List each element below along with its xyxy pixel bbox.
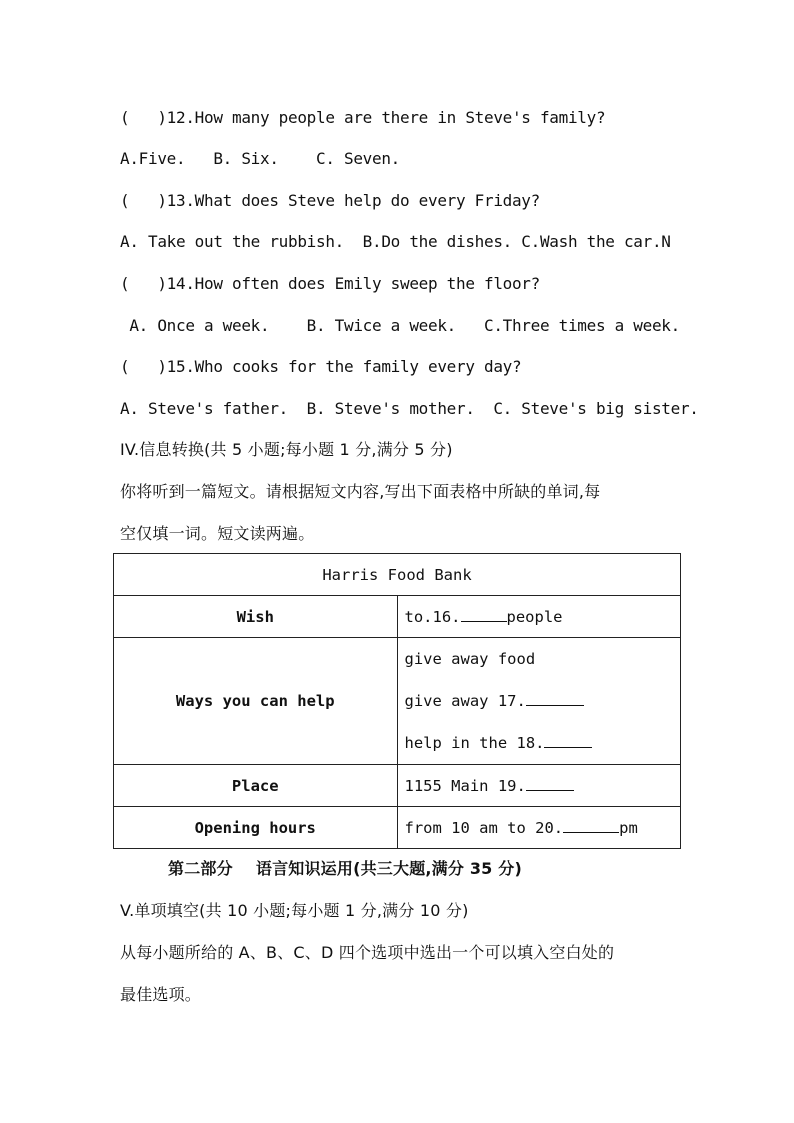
cell-text: give away 17.	[404, 692, 526, 710]
table-title: Harris Food Bank	[114, 554, 681, 596]
table-row	[114, 638, 681, 765]
section4-instruction-line1: 你将听到一篇短文。请根据短文内容,写出下面表格中所缺的单词,每	[120, 482, 601, 501]
part2-heading: 第二部分 语言知识运用(共三大题,满分 35 分)	[168, 859, 522, 878]
cell-text-after: pm	[619, 819, 638, 837]
question-12: ( )12.How many people are there in Steve's family?	[120, 108, 606, 127]
answer-blank-20[interactable]	[563, 818, 619, 833]
cell-text: 1155 Main 19.	[404, 777, 526, 795]
question-13-options: A. Take out the rubbish. B.Do the dishes. C.Wash the car.N	[120, 232, 671, 251]
cell-text: give away food	[404, 650, 536, 668]
answer-blank-17[interactable]	[526, 691, 584, 706]
table-row	[114, 596, 681, 638]
cell-text: help in the 18.	[404, 734, 545, 752]
question-15: ( )15.Who cooks for the family every day?	[120, 357, 522, 376]
answer-blank-18[interactable]	[544, 733, 592, 748]
question-15-options: A. Steve's father. B. Steve's mother. C. Steve's big sister.	[120, 399, 699, 418]
question-14: ( )14.How often does Emily sweep the floor?	[120, 274, 540, 293]
row-label-wish: Wish	[114, 596, 398, 638]
section5-instruction-line2: 最佳选项。	[120, 985, 202, 1004]
cell-line	[405, 638, 681, 680]
cell-line	[405, 722, 681, 764]
row-label-ways: Ways you can help	[114, 638, 398, 765]
question-13: ( )13.What does Steve help do every Friday?	[120, 191, 540, 210]
table-row	[114, 807, 681, 849]
row-value-place	[397, 765, 681, 807]
row-value-ways	[397, 638, 681, 765]
answer-blank-19[interactable]	[526, 776, 574, 791]
table-row	[114, 765, 681, 807]
section4-title: IV.信息转换(共 5 小题;每小题 1 分,满分 5 分)	[120, 440, 453, 459]
row-value-wish	[397, 596, 681, 638]
section4-instruction-line2: 空仅填一词。短文读两遍。	[120, 524, 315, 543]
answer-blank-16[interactable]	[461, 607, 507, 622]
cell-line	[405, 680, 681, 722]
cell-text: from 10 am to 20.	[404, 819, 564, 837]
row-label-opening-hours: Opening hours	[114, 807, 398, 849]
question-12-options: A.Five. B. Six. C. Seven.	[120, 149, 400, 168]
section5-instruction-line1: 从每小题所给的 A、B、C、D 四个选项中选出一个可以填入空白处的	[120, 943, 615, 962]
info-table	[113, 553, 681, 849]
row-label-place: Place	[114, 765, 398, 807]
row-value-opening-hours	[397, 807, 681, 849]
cell-text: to.16.	[404, 608, 461, 626]
cell-text-after: people	[506, 608, 563, 626]
question-14-options: A. Once a week. B. Twice a week. C.Three times a week.	[120, 316, 680, 335]
section5-title: V.单项填空(共 10 小题;每小题 1 分,满分 10 分)	[120, 901, 469, 920]
